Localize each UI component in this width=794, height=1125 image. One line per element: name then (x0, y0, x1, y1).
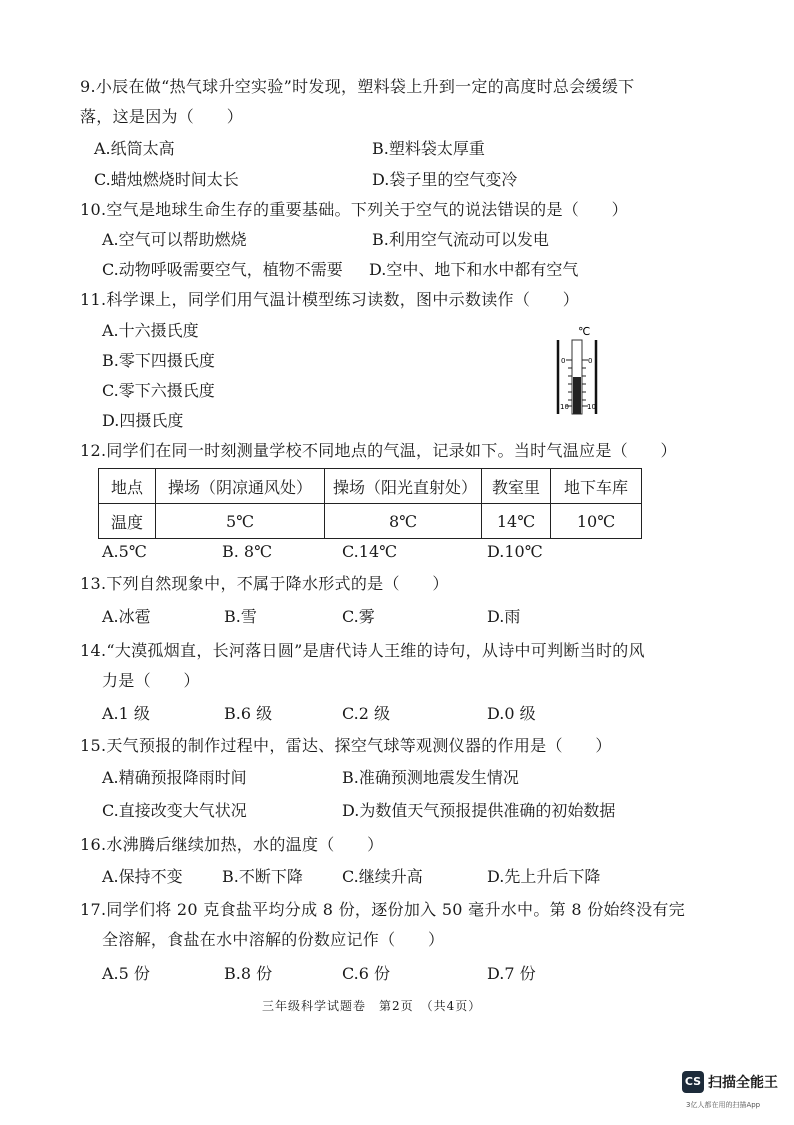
watermark-title: 扫描全能王 (708, 1075, 778, 1091)
q12-option-b: B. 8℃ (222, 542, 273, 561)
page-footer: 三年级科学试题卷 第2页 （共4页） (262, 999, 482, 1013)
q11-option-c: C.零下六摄氏度 (102, 381, 215, 400)
q15-option-c: C.直接改变大气状况 (102, 801, 247, 820)
q9-option-a: A.纸筒太高 (94, 139, 175, 158)
temperature-table (98, 468, 642, 539)
q9-option-d: D.袋子里的空气变冷 (372, 170, 518, 189)
q14-stem-line1: 14.“大漠孤烟直，长河落日圆”是唐代诗人王维的诗句，从诗中可判断当时的风 (80, 641, 645, 660)
thermo-label-ten-right: 10 (587, 403, 596, 411)
thermometer-figure (552, 322, 602, 417)
q14-option-b: B.6 级 (224, 704, 273, 723)
q10-option-b: B.利用空气流动可以发电 (372, 230, 549, 249)
q9-stem-line1: 9.小辰在做“热气球升空实验”时发现，塑料袋上升到一定的高度时总会缓缓下 (80, 77, 635, 96)
q14-option-a: A.1 级 (102, 704, 150, 723)
camscanner-logo-icon: CS (682, 1071, 704, 1093)
q16-stem: 16.水沸腾后继续加热，水的温度（ ） (80, 835, 384, 854)
q12-stem: 12.同学们在同一时刻测量学校不同地点的气温，记录如下。当时气温应是（ ） (80, 441, 677, 460)
table-cell: 8℃ (325, 504, 482, 539)
table-cell: 操场（阴凉通风处） (156, 469, 325, 504)
table-cell: 14℃ (482, 504, 551, 539)
q15-option-a: A.精确预报降雨时间 (102, 768, 247, 787)
q13-option-c: C.雾 (342, 607, 375, 626)
table-row (99, 504, 642, 539)
q13-option-b: B.雪 (224, 607, 257, 626)
thermo-label-zero-left: 0 (561, 357, 566, 365)
q17-option-b: B.8 份 (224, 964, 273, 983)
watermark-subtitle: 3亿人都在用的扫描App (686, 1101, 761, 1109)
q10-option-c: C.动物呼吸需要空气，植物不需要 (102, 260, 343, 279)
thermo-liquid-column (573, 377, 581, 414)
table-header-row (99, 469, 642, 504)
q12-option-a: A.5℃ (102, 542, 147, 561)
q13-option-d: D.雨 (487, 607, 521, 626)
thermo-unit: ℃ (578, 325, 591, 338)
q9-option-c: C.蜡烛燃烧时间太长 (94, 170, 239, 189)
table-cell: 温度 (99, 504, 156, 539)
q10-option-d: D.空中、地下和水中都有空气 (369, 260, 579, 279)
q9-stem-line2: 落，这是因为（ ） (80, 107, 244, 126)
q12-option-d: D.10℃ (487, 542, 543, 561)
table-cell: 5℃ (156, 504, 325, 539)
q17-option-c: C.6 份 (342, 964, 391, 983)
q14-option-c: C.2 级 (342, 704, 391, 723)
q16-option-a: A.保持不变 (102, 867, 183, 886)
table-cell: 教室里 (482, 469, 551, 504)
q10-option-a: A.空气可以帮助燃烧 (102, 230, 247, 249)
q13-option-a: A.冰雹 (102, 607, 151, 626)
q13-stem: 13.下列自然现象中，不属于降水形式的是（ ） (80, 574, 449, 593)
q15-stem: 15.天气预报的制作过程中，雷达、探空气球等观测仪器的作用是（ ） (80, 736, 612, 755)
q16-option-d: D.先上升后下降 (487, 867, 601, 886)
q16-option-c: C.继续升高 (342, 867, 423, 886)
table-cell: 地下车库 (551, 469, 642, 504)
q11-option-b: B.零下四摄氏度 (102, 351, 215, 370)
table-cell: 操场（阳光直射处） (325, 469, 482, 504)
table-cell: 10℃ (551, 504, 642, 539)
table-cell: 地点 (99, 469, 156, 504)
thermo-label-ten-left: 10 (560, 403, 569, 411)
q11-option-a: A.十六摄氏度 (102, 321, 199, 340)
q14-stem-line2: 力是（ ） (102, 671, 200, 690)
thermo-label-zero-right: 0 (588, 357, 593, 365)
q17-stem-line1: 17.同学们将 20 克食盐平均分成 8 份，逐份加入 50 毫升水中。第 8 份始终没有完 (80, 900, 686, 919)
q17-option-a: A.5 份 (102, 964, 150, 983)
q14-option-d: D.0 级 (487, 704, 536, 723)
q17-stem-line2: 全溶解，食盐在水中溶解的份数应记作（ ） (102, 930, 445, 949)
q11-stem: 11.科学课上，同学们用气温计模型练习读数，图中示数读作（ ） (80, 290, 580, 309)
q9-option-b: B.塑料袋太厚重 (372, 139, 485, 158)
q17-option-d: D.7 份 (487, 964, 536, 983)
q10-stem: 10.空气是地球生命生存的重要基础。下列关于空气的说法错误的是（ ） (80, 200, 628, 219)
q12-option-c: C.14℃ (342, 542, 398, 561)
q11-option-d: D.四摄氏度 (102, 411, 184, 430)
q15-option-b: B.准确预测地震发生情况 (342, 768, 519, 787)
q15-option-d: D.为数值天气预报提供准确的初始数据 (342, 801, 616, 820)
q16-option-b: B.不断下降 (222, 867, 303, 886)
